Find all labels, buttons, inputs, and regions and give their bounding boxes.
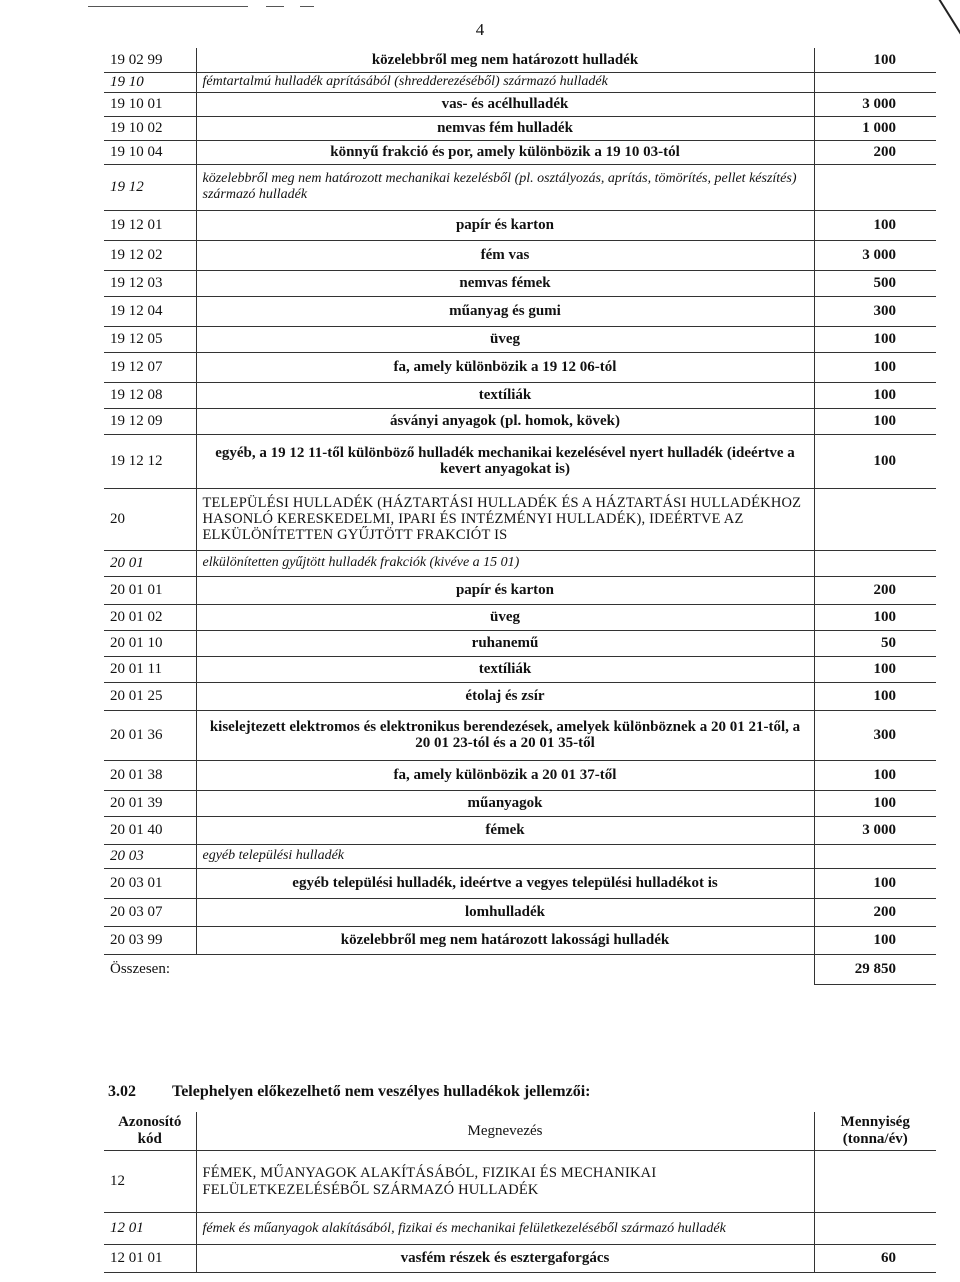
waste-name: TELEPÜLÉSI HULLADÉK (HÁZTARTÁSI HULLADÉK ÉS A HÁZTARTÁSI HULLADÉKHOZ HASONLÓ KERESKEDELMI, IPARI ÉS INTÉZMÉNYI HULLADÉK), IDEÉRTVE AZ ELKÜLÖNÍTETTEN GYŰJTÖTT FRAKCIÓT IS bbox=[196, 488, 814, 550]
waste-quantity: 100 bbox=[814, 434, 936, 488]
waste-quantity: 100 bbox=[814, 656, 936, 682]
waste-code: 12 01 bbox=[104, 1213, 196, 1245]
waste-quantity: 3 000 bbox=[814, 240, 936, 270]
waste-code: 19 12 08 bbox=[104, 382, 196, 408]
table-row bbox=[104, 790, 936, 816]
table-row bbox=[104, 116, 936, 140]
waste-name: textíliák bbox=[196, 382, 814, 408]
waste-name: fémek és műanyagok alakításából, fizikai és mechanikai felületkezeléséből származó hulladék bbox=[196, 1213, 814, 1245]
table-row bbox=[104, 760, 936, 790]
table-row bbox=[104, 550, 936, 576]
table-row bbox=[104, 434, 936, 488]
waste-code: 19 12 05 bbox=[104, 326, 196, 352]
table-row bbox=[104, 1151, 936, 1213]
waste-name: műanyagok bbox=[196, 790, 814, 816]
top-rule-right bbox=[300, 6, 314, 7]
waste-code: 20 01 10 bbox=[104, 630, 196, 656]
waste-quantity bbox=[814, 164, 936, 210]
waste-name: közelebbről meg nem határozott mechanikai kezelésből (pl. osztályozás, aprítás, tömörítés, pellet készítés) származó hulladék bbox=[196, 164, 814, 210]
header-row bbox=[104, 1112, 936, 1151]
waste-code: 19 12 04 bbox=[104, 296, 196, 326]
table-row bbox=[104, 630, 936, 656]
waste-code: 19 12 12 bbox=[104, 434, 196, 488]
waste-quantity: 200 bbox=[814, 576, 936, 604]
waste-code: 20 01 36 bbox=[104, 710, 196, 760]
table-row bbox=[104, 326, 936, 352]
waste-code: 20 03 bbox=[104, 844, 196, 868]
waste-code: 19 12 09 bbox=[104, 408, 196, 434]
waste-name: FÉMEK, MŰANYAGOK ALAKÍTÁSÁBÓL, FIZIKAI ÉS MECHANIKAI FELÜLETKEZELÉSÉBŐL SZÁRMAZÓ HULLADÉK bbox=[196, 1151, 814, 1213]
waste-code: 19 10 01 bbox=[104, 92, 196, 116]
waste-code: 20 03 01 bbox=[104, 868, 196, 898]
waste-code: 19 02 99 bbox=[104, 48, 196, 72]
page-number: 4 bbox=[475, 20, 485, 39]
waste-name: egyéb települési hulladék, ideértve a vegyes települési hulladékot is bbox=[196, 868, 814, 898]
waste-name: egyéb települési hulladék bbox=[196, 844, 814, 868]
total-value: 29 850 bbox=[814, 954, 936, 984]
table-row bbox=[104, 1245, 936, 1273]
waste-name: fa, amely különbözik a 19 12 06-tól bbox=[196, 352, 814, 382]
table-row bbox=[104, 270, 936, 296]
waste-quantity: 300 bbox=[814, 710, 936, 760]
waste-quantity: 100 bbox=[814, 604, 936, 630]
waste-quantity: 300 bbox=[814, 296, 936, 326]
waste-code: 19 10 04 bbox=[104, 140, 196, 164]
waste-code: 20 03 07 bbox=[104, 898, 196, 926]
table-row bbox=[104, 656, 936, 682]
table-row bbox=[104, 844, 936, 868]
waste-name: egyéb, a 19 12 11-től különböző hulladék mechanikai kezelésével nyert hulladék (ideértve a kevert anyagokat is) bbox=[196, 434, 814, 488]
waste-name: ruhanemű bbox=[196, 630, 814, 656]
total-spacer bbox=[196, 954, 814, 984]
section-number: 3.02 bbox=[108, 1083, 136, 1100]
waste-name: kiselejtezett elektromos és elektronikus berendezések, amelyek különböznek a 20 01 21-től, a 20 01 23-tól és a 20 01 35-től bbox=[196, 710, 814, 760]
waste-code: 20 01 bbox=[104, 550, 196, 576]
waste-code: 20 bbox=[104, 488, 196, 550]
waste-quantity: 100 bbox=[814, 682, 936, 710]
waste-code: 19 12 bbox=[104, 164, 196, 210]
table-row bbox=[104, 816, 936, 844]
header-code: Azonosító kód bbox=[104, 1112, 196, 1151]
table-row bbox=[104, 926, 936, 954]
table-row bbox=[104, 682, 936, 710]
waste-name: nemvas fém hulladék bbox=[196, 116, 814, 140]
waste-quantity: 50 bbox=[814, 630, 936, 656]
waste-name: műanyag és gumi bbox=[196, 296, 814, 326]
waste-quantity: 100 bbox=[814, 926, 936, 954]
top-rule-left bbox=[88, 6, 248, 7]
pretreatable-table-body bbox=[104, 1151, 936, 1273]
table-row bbox=[104, 210, 936, 240]
waste-name: fémek bbox=[196, 816, 814, 844]
waste-code: 20 03 99 bbox=[104, 926, 196, 954]
table-row bbox=[104, 576, 936, 604]
waste-name: ásványi anyagok (pl. homok, kövek) bbox=[196, 408, 814, 434]
total-row bbox=[104, 954, 936, 984]
waste-quantity: 100 bbox=[814, 326, 936, 352]
pretreatable-waste-table bbox=[104, 1112, 936, 1273]
waste-name: textíliák bbox=[196, 656, 814, 682]
waste-name: vasfém részek és esztergaforgács bbox=[196, 1245, 814, 1273]
waste-quantity: 3 000 bbox=[814, 92, 936, 116]
table-row bbox=[104, 1213, 936, 1245]
section-heading bbox=[108, 1083, 590, 1101]
waste-name: fémtartalmú hulladék aprításából (shredderezéséből) származó hulladék bbox=[196, 72, 814, 92]
waste-quantity: 200 bbox=[814, 140, 936, 164]
waste-table bbox=[104, 48, 936, 985]
waste-code: 19 12 07 bbox=[104, 352, 196, 382]
waste-code: 20 01 02 bbox=[104, 604, 196, 630]
waste-quantity bbox=[814, 72, 936, 92]
waste-code: 20 01 40 bbox=[104, 816, 196, 844]
waste-name: elkülönítetten gyűjtött hulladék frakciók (kivéve a 15 01) bbox=[196, 550, 814, 576]
waste-name: étolaj és zsír bbox=[196, 682, 814, 710]
waste-name: könnyű frakció és por, amely különbözik a 19 10 03-tól bbox=[196, 140, 814, 164]
table-row bbox=[104, 296, 936, 326]
waste-quantity: 100 bbox=[814, 760, 936, 790]
waste-name: lomhulladék bbox=[196, 898, 814, 926]
table-row bbox=[104, 72, 936, 92]
table-row bbox=[104, 604, 936, 630]
waste-quantity: 100 bbox=[814, 408, 936, 434]
waste-quantity: 100 bbox=[814, 382, 936, 408]
waste-code: 20 01 25 bbox=[104, 682, 196, 710]
waste-quantity bbox=[814, 1213, 936, 1245]
table-row bbox=[104, 48, 936, 72]
waste-quantity: 1 000 bbox=[814, 116, 936, 140]
waste-code: 12 bbox=[104, 1151, 196, 1213]
waste-name: fa, amely különbözik a 20 01 37-től bbox=[196, 760, 814, 790]
table-row bbox=[104, 408, 936, 434]
waste-code: 20 01 38 bbox=[104, 760, 196, 790]
table-row bbox=[104, 140, 936, 164]
header-name: Megnevezés bbox=[196, 1112, 814, 1151]
waste-code: 20 01 01 bbox=[104, 576, 196, 604]
waste-name: nemvas fémek bbox=[196, 270, 814, 296]
section-title: Telephelyen előkezelhető nem veszélyes hulladékok jellemzői: bbox=[172, 1083, 591, 1100]
header-quantity: Mennyiség (tonna/év) bbox=[814, 1112, 936, 1151]
table-row bbox=[104, 240, 936, 270]
waste-name: üveg bbox=[196, 326, 814, 352]
table-row bbox=[104, 382, 936, 408]
waste-name: üveg bbox=[196, 604, 814, 630]
waste-quantity bbox=[814, 550, 936, 576]
waste-code: 20 01 39 bbox=[104, 790, 196, 816]
waste-code: 20 01 11 bbox=[104, 656, 196, 682]
table-row bbox=[104, 352, 936, 382]
waste-quantity: 60 bbox=[814, 1245, 936, 1273]
waste-code: 19 10 02 bbox=[104, 116, 196, 140]
waste-quantity bbox=[814, 1151, 936, 1213]
waste-name: közelebbről meg nem határozott lakossági hulladék bbox=[196, 926, 814, 954]
table-row bbox=[104, 898, 936, 926]
waste-code: 19 12 01 bbox=[104, 210, 196, 240]
waste-quantity: 100 bbox=[814, 790, 936, 816]
waste-quantity: 100 bbox=[814, 352, 936, 382]
waste-code: 12 01 01 bbox=[104, 1245, 196, 1273]
waste-quantity: 500 bbox=[814, 270, 936, 296]
waste-name: közelebbről meg nem határozott hulladék bbox=[196, 48, 814, 72]
table-row bbox=[104, 164, 936, 210]
waste-quantity: 3 000 bbox=[814, 816, 936, 844]
table-row bbox=[104, 710, 936, 760]
waste-quantity: 100 bbox=[814, 48, 936, 72]
waste-quantity bbox=[814, 844, 936, 868]
waste-name: papír és karton bbox=[196, 576, 814, 604]
waste-quantity: 100 bbox=[814, 868, 936, 898]
waste-code: 19 12 03 bbox=[104, 270, 196, 296]
waste-quantity: 200 bbox=[814, 898, 936, 926]
waste-table-body bbox=[104, 48, 936, 984]
total-label: Összesen: bbox=[110, 961, 170, 978]
waste-quantity: 100 bbox=[814, 210, 936, 240]
waste-quantity bbox=[814, 488, 936, 550]
table-row bbox=[104, 92, 936, 116]
waste-name: papír és karton bbox=[196, 210, 814, 240]
top-rule-mid bbox=[266, 6, 284, 7]
waste-code: 19 12 02 bbox=[104, 240, 196, 270]
table-row bbox=[104, 868, 936, 898]
waste-name: vas- és acélhulladék bbox=[196, 92, 814, 116]
waste-name: fém vas bbox=[196, 240, 814, 270]
waste-code: 19 10 bbox=[104, 72, 196, 92]
table-row bbox=[104, 488, 936, 550]
